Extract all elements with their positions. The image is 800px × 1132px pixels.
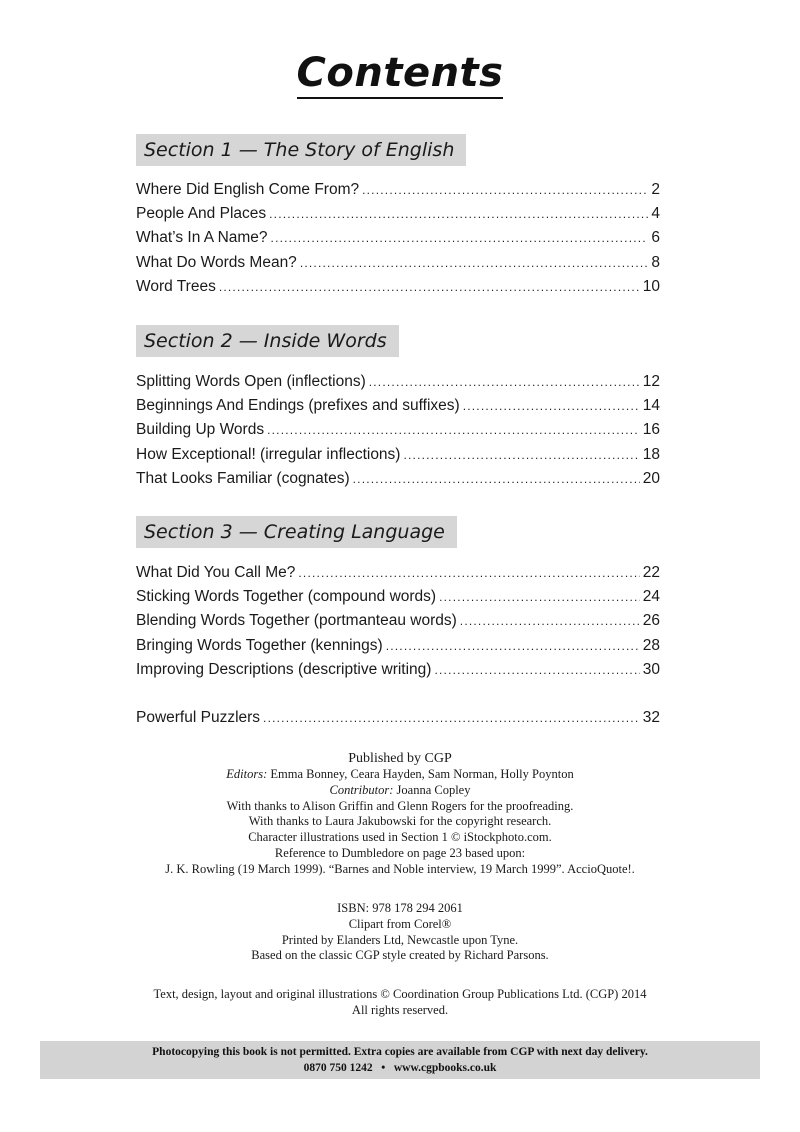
dot-leader [463, 394, 640, 418]
footer-band [40, 1041, 760, 1079]
toc-entry[interactable] [136, 370, 660, 394]
toc-entry-label: What Do Words Mean? [136, 253, 297, 271]
toc-entry-label: Word Trees [136, 277, 216, 295]
copyright-line: Text, design, layout and original illustrations © Coordination Group Publications Ltd. (CGP) 2014 [153, 987, 647, 1001]
dot-leader [263, 706, 640, 730]
toc-entry-page: 18 [642, 445, 660, 463]
toc-entry[interactable] [136, 394, 660, 418]
toc-entry-page: 20 [642, 469, 660, 487]
isbn-line: ISBN: 978 178 294 2061 [337, 901, 463, 915]
section-2-heading: Section 2 — Inside Words [136, 325, 399, 357]
toc-entry[interactable] [136, 585, 660, 609]
toc-entry-label: Beginnings And Endings (prefixes and suffixes) [136, 397, 460, 415]
dot-leader [369, 370, 640, 394]
toc-entry-label: People And Places [136, 205, 267, 223]
citation-line: J. K. Rowling (19 March 1999). “Barnes and Noble interview, 19 March 1999”. AccioQuote!. [165, 861, 635, 876]
contributor-name: Joanna Copley [396, 782, 471, 797]
credits-block [0, 750, 800, 878]
page-title: Contents [0, 50, 800, 96]
dot-leader [403, 443, 639, 467]
dot-leader [298, 561, 639, 585]
website-link[interactable]: www.cgpbooks.co.uk [393, 1062, 497, 1074]
printer-line: Printed by Elanders Ltd, Newcastle upon Tyne. [281, 932, 519, 947]
dot-leader [460, 609, 640, 633]
toc-entry[interactable] [136, 634, 660, 658]
editors-line [0, 767, 800, 783]
dot-leader [386, 634, 640, 658]
toc-entry-label: How Exceptional! (irregular inflections) [136, 445, 401, 463]
dot-leader [269, 202, 648, 226]
toc-entry-label: Blending Words Together (portmanteau words) [136, 612, 457, 630]
toc-entry-label: Bringing Words Together (kennings) [136, 636, 383, 654]
toc-entry[interactable] [136, 202, 660, 226]
toc-entry-label: Where Did English Come From? [136, 181, 360, 198]
toc-entry-label: Building Up Words [136, 421, 265, 439]
toc-entry-page: 22 [642, 564, 660, 581]
toc-entry[interactable] [136, 226, 660, 250]
dot-leader [219, 275, 640, 299]
thanks-copyright: With thanks to Laura Jakubowski for the copyright research. [248, 814, 552, 829]
toc-entry-label: What’s In A Name? [136, 229, 268, 247]
toc-entry-page: 8 [651, 253, 660, 271]
contributor-line [0, 783, 800, 799]
copyright-block [0, 987, 800, 1019]
toc-entry-page: 2 [651, 181, 660, 198]
toc-entry-page: 16 [642, 421, 660, 439]
extra-toc [136, 706, 660, 730]
section-3-toc [136, 561, 660, 682]
toc-entry-page: 24 [642, 588, 660, 606]
bullet-separator: • [381, 1062, 386, 1074]
toc-entry-page: 12 [642, 373, 660, 390]
toc-entry-page: 10 [642, 277, 660, 295]
toc-entry[interactable] [136, 418, 660, 442]
publisher-line: Published by CGP [348, 751, 452, 766]
toc-entry-page: 4 [651, 205, 660, 223]
section-2-toc [136, 370, 660, 491]
toc-entry-page: 28 [642, 636, 660, 654]
toc-entry[interactable] [136, 609, 660, 633]
toc-entry[interactable] [136, 658, 660, 682]
editors-names: Emma Bonney, Ceara Hayden, Sam Norman, Holly Poynton [270, 767, 574, 781]
dot-leader [434, 658, 639, 682]
toc-entry[interactable] [136, 443, 660, 467]
toc-entry-page: 32 [642, 709, 660, 726]
toc-entry-label: Powerful Puzzlers [136, 709, 261, 726]
toc-entry-page: 14 [642, 397, 660, 415]
reference-line: Reference to Dumbledore on page 23 based upon: [274, 845, 526, 860]
toc-entry-label: What Did You Call Me? [136, 564, 296, 581]
toc-entry[interactable] [136, 275, 660, 299]
toc-entry-page: 30 [642, 660, 660, 678]
section-1-heading: Section 1 — The Story of English [136, 134, 466, 166]
toc-entry-page: 26 [642, 612, 660, 630]
dot-leader [362, 178, 648, 202]
rights-line: All rights reserved. [351, 1002, 449, 1017]
toc-entry[interactable] [136, 561, 660, 585]
editors-label: Editors: [226, 767, 268, 781]
toc-entry-page: 6 [651, 229, 660, 247]
dot-leader [300, 251, 649, 275]
photocopy-notice: Photocopying this book is not permitted. Extra copies are available from CGP with next day delivery. [152, 1046, 648, 1058]
toc-entry[interactable] [136, 467, 660, 491]
toc-entry-label: Sticking Words Together (compound words) [136, 588, 437, 606]
toc-entry[interactable] [136, 178, 660, 202]
dot-leader [267, 418, 640, 442]
dot-leader [271, 226, 649, 250]
dot-leader [439, 585, 640, 609]
clipart-line: Clipart from Corel® [348, 916, 452, 931]
section-3-heading: Section 3 — Creating Language [136, 516, 457, 548]
section-1-toc [136, 178, 660, 299]
toc-entry-label: Improving Descriptions (descriptive writing) [136, 660, 432, 678]
contributor-label: Contributor: [329, 782, 394, 797]
toc-entry[interactable] [136, 251, 660, 275]
style-line: Based on the classic CGP style created by Richard Parsons. [251, 948, 549, 963]
dot-leader [353, 467, 640, 491]
toc-entry[interactable] [136, 706, 660, 730]
publication-info [0, 901, 800, 964]
toc-entry-label: Splitting Words Open (inflections) [136, 373, 366, 390]
illustrations-credit: Character illustrations used in Section 1 © iStockphoto.com. [248, 830, 552, 845]
thanks-proofreading: With thanks to Alison Griffin and Glenn Rogers for the proofreading. [226, 798, 574, 813]
toc-entry-label: That Looks Familiar (cognates) [136, 469, 350, 487]
contact-line [40, 1060, 760, 1076]
phone-number: 0870 750 1242 [303, 1062, 373, 1074]
